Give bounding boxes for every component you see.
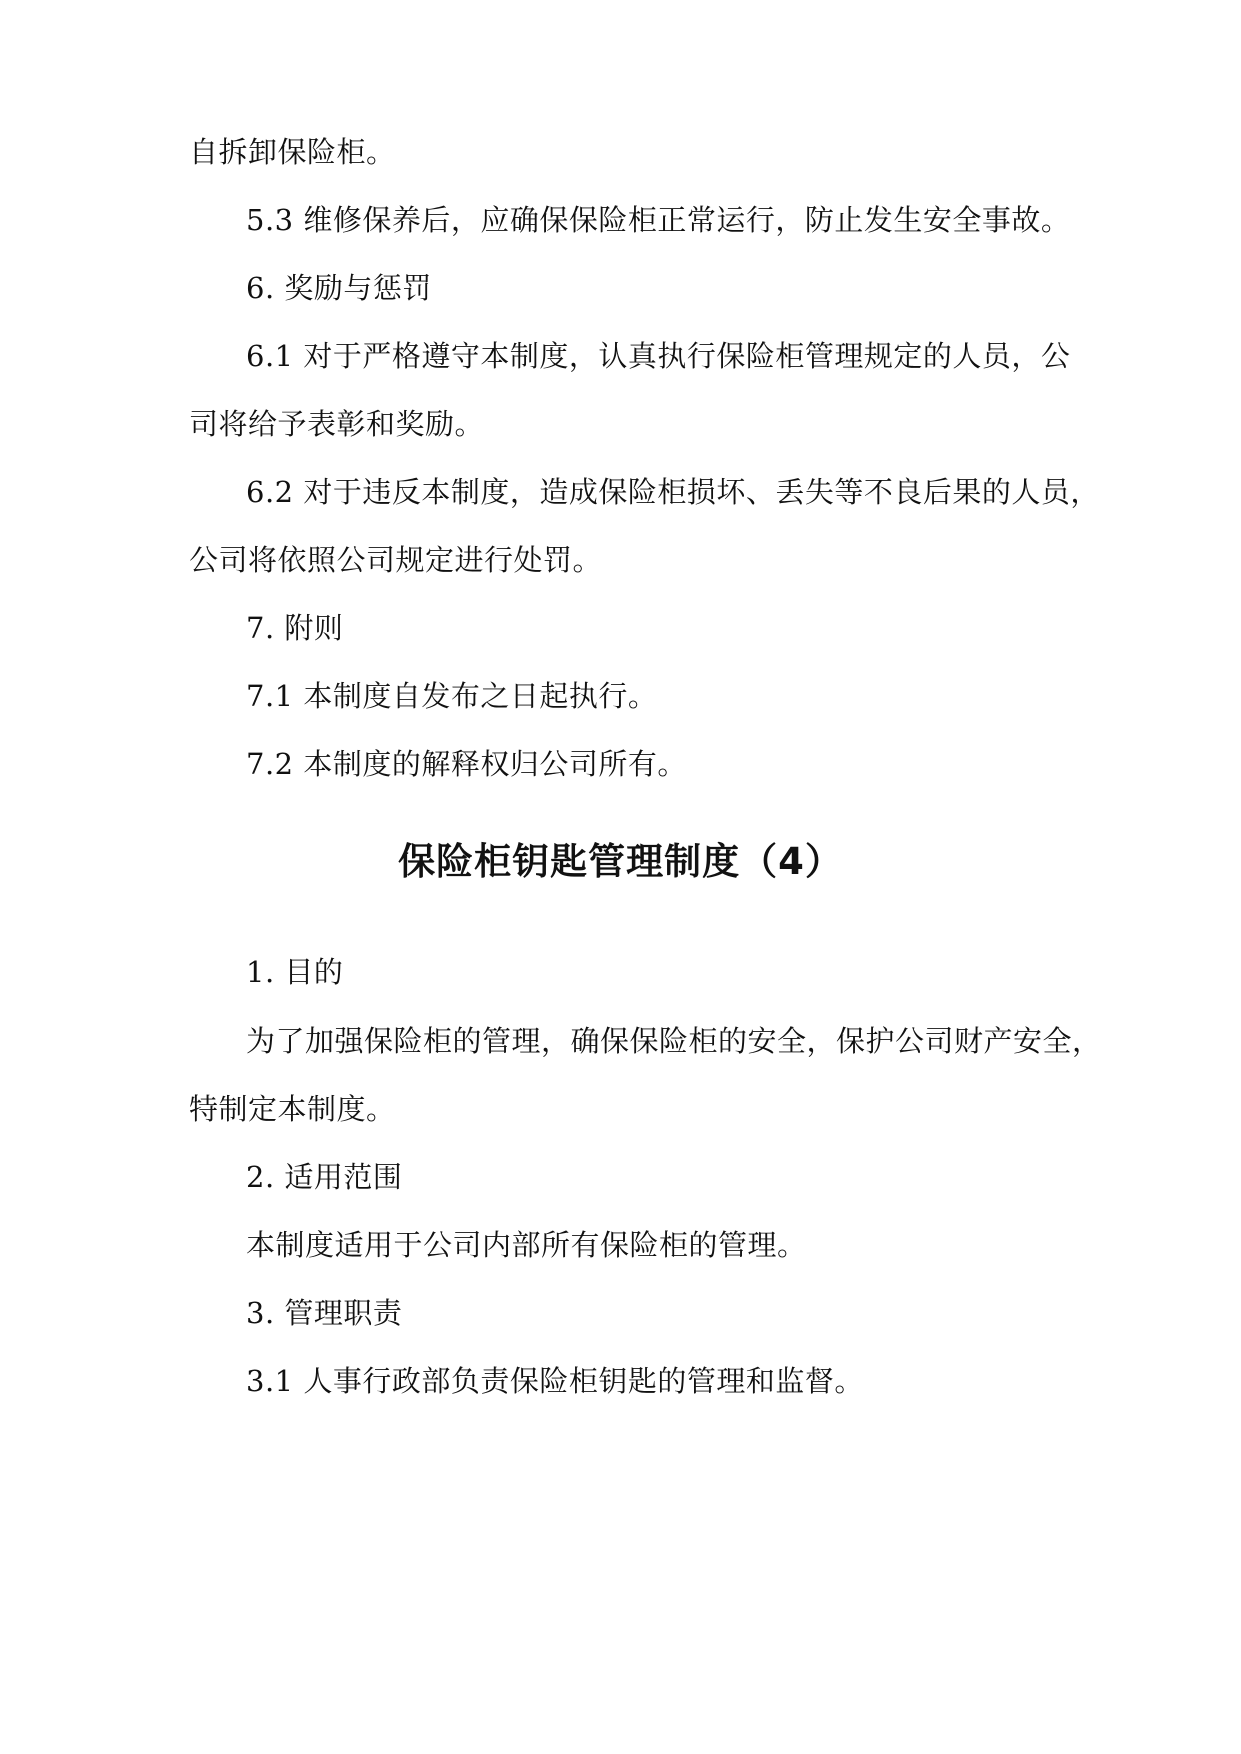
- paragraph-line: 为了加强保险柜的管理，确保保险柜的安全，保护公司财产安全，: [246, 1024, 1102, 1058]
- section-heading: 7. 附则: [246, 611, 344, 645]
- section-heading: 2. 适用范围: [246, 1160, 403, 1194]
- paragraph-line: 6.2 对于违反本制度，造成保险柜损坏、丢失等不良后果的人员，: [246, 475, 1100, 509]
- paragraph-line: 自拆卸保险柜。: [189, 135, 396, 169]
- paragraph-line: 司将给予表彰和奖励。: [189, 407, 485, 441]
- section-heading: 1. 目的: [246, 955, 344, 989]
- paragraph-line: 7.1 本制度自发布之日起执行。: [246, 679, 658, 713]
- paragraph-line: 特制定本制度。: [189, 1092, 396, 1126]
- section-heading: 6. 奖励与惩罚: [246, 271, 432, 305]
- section-heading: 3. 管理职责: [246, 1296, 403, 1330]
- paragraph-line: 6.1 对于严格遵守本制度，认真执行保险柜管理规定的人员，公: [246, 339, 1071, 373]
- paragraph-line: 3.1 人事行政部负责保险柜钥匙的管理和监督。: [246, 1364, 864, 1398]
- paragraph-line: 5.3 维修保养后，应确保保险柜正常运行，防止发生安全事故。: [246, 203, 1071, 237]
- paragraph-line: 公司将依照公司规定进行处罚。: [189, 543, 603, 577]
- paragraph-line: 7.2 本制度的解释权归公司所有。: [246, 747, 687, 781]
- paragraph-line: 本制度适用于公司内部所有保险柜的管理。: [246, 1228, 807, 1262]
- document-title: 保险柜钥匙管理制度（4）: [398, 840, 843, 883]
